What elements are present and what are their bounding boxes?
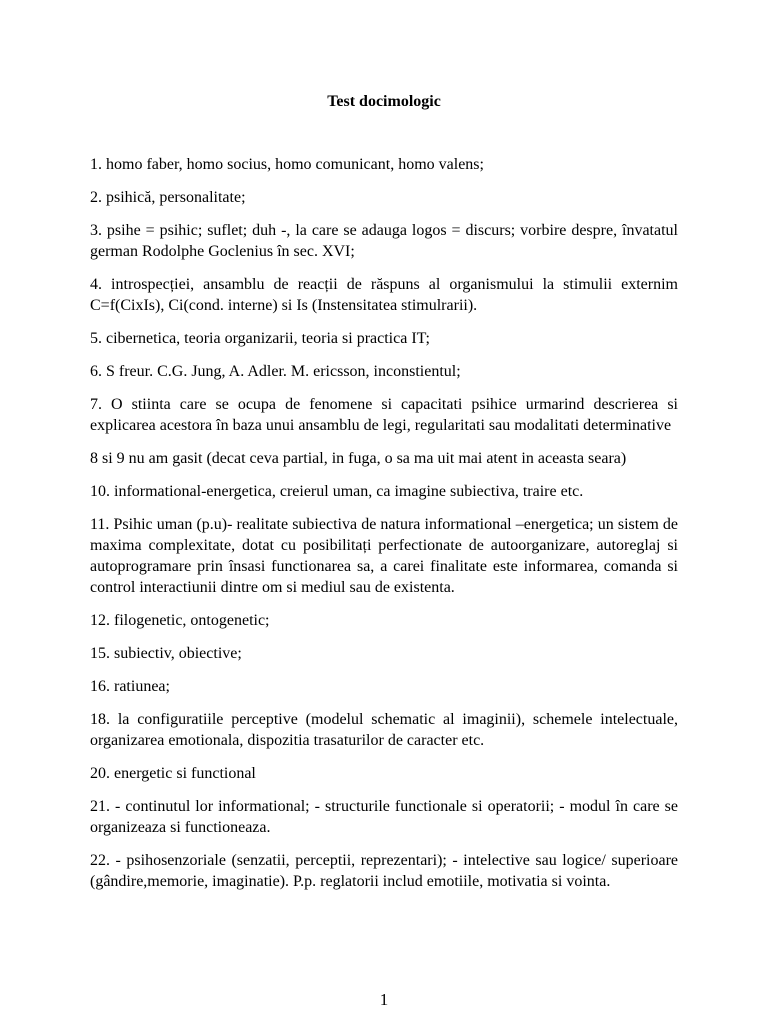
paragraph-1: 1. homo faber, homo socius, homo comunicant, homo valens; — [90, 156, 484, 173]
paragraph-20: 20. energetic si functional — [90, 765, 256, 782]
paragraph-3: 3. psihe = psihic; suflet; duh -, la care se adauga logos = discurs; vorbire despre, învatatul german Rodolphe Goclenius în sec. XVI; — [90, 222, 678, 260]
paragraph-6: 6. S freur. C.G. Jung, A. Adler. M. ericsson, inconstientul; — [90, 363, 461, 380]
paragraph-7: 7. O stiinta care se ocupa de fenomene si capacitati psihice urmarind descrierea si explicarea acestora în baza unui ansamblu de legi, regularitati sau modalitati determinative — [90, 396, 678, 434]
page-number: 1 — [379, 990, 389, 1009]
paragraph-8-9: 8 si 9 nu am gasit (decat ceva partial, in fuga, o sa ma uit mai atent in aceasta seara) — [90, 450, 627, 467]
paragraph-18: 18. la configuratiile perceptive (modelul schematic al imaginii), schemele intelectuale, organizarea emotionala, dispozitia trasaturilor de caracter etc. — [90, 711, 678, 749]
paragraph-21: 21. - continutul lor informational; - structurile functionale si operatorii; - modul în care se organizeaza si functioneaza. — [90, 798, 678, 836]
paragraph-15: 15. subiectiv, obiective; — [90, 645, 242, 662]
paragraph-22: 22. - psihosenzoriale (senzatii, perceptii, reprezentari); - intelective sau logice/ superioare (gândire,memorie, imaginatie). P.p. reglatorii includ emotiile, motivatia si vointa. — [90, 852, 678, 890]
paragraph-16: 16. ratiunea; — [90, 678, 170, 695]
paragraph-4: 4. introspecției, ansamblu de reacții de răspuns al organismului la stimulii externim C=f(CixIs), Ci(cond. interne) si Is (Instensitatea stimulrarii). — [90, 276, 678, 314]
paragraph-12: 12. filogenetic, ontogenetic; — [90, 612, 270, 629]
paragraph-2: 2. psihică, personalitate; — [90, 189, 246, 206]
document-title: Test docimologic — [327, 93, 441, 110]
paragraph-5: 5. cibernetica, teoria organizarii, teoria si practica IT; — [90, 330, 430, 347]
paragraph-11: 11. Psihic uman (p.u)- realitate subiectiva de natura informational –energetica; un sistem de maxima complexitate, dotat cu posibilitați perfectionate de autoorganizare, autoreglaj si autoprogramare prin însasi functionarea sa, a carei finalitate este informarea, comanda si control interactiunii dintre om si mediul sau de existenta. — [90, 516, 678, 596]
paragraph-10: 10. informational-energetica, creierul uman, ca imagine subiectiva, traire etc. — [90, 483, 584, 500]
document-body — [90, 154, 678, 904]
